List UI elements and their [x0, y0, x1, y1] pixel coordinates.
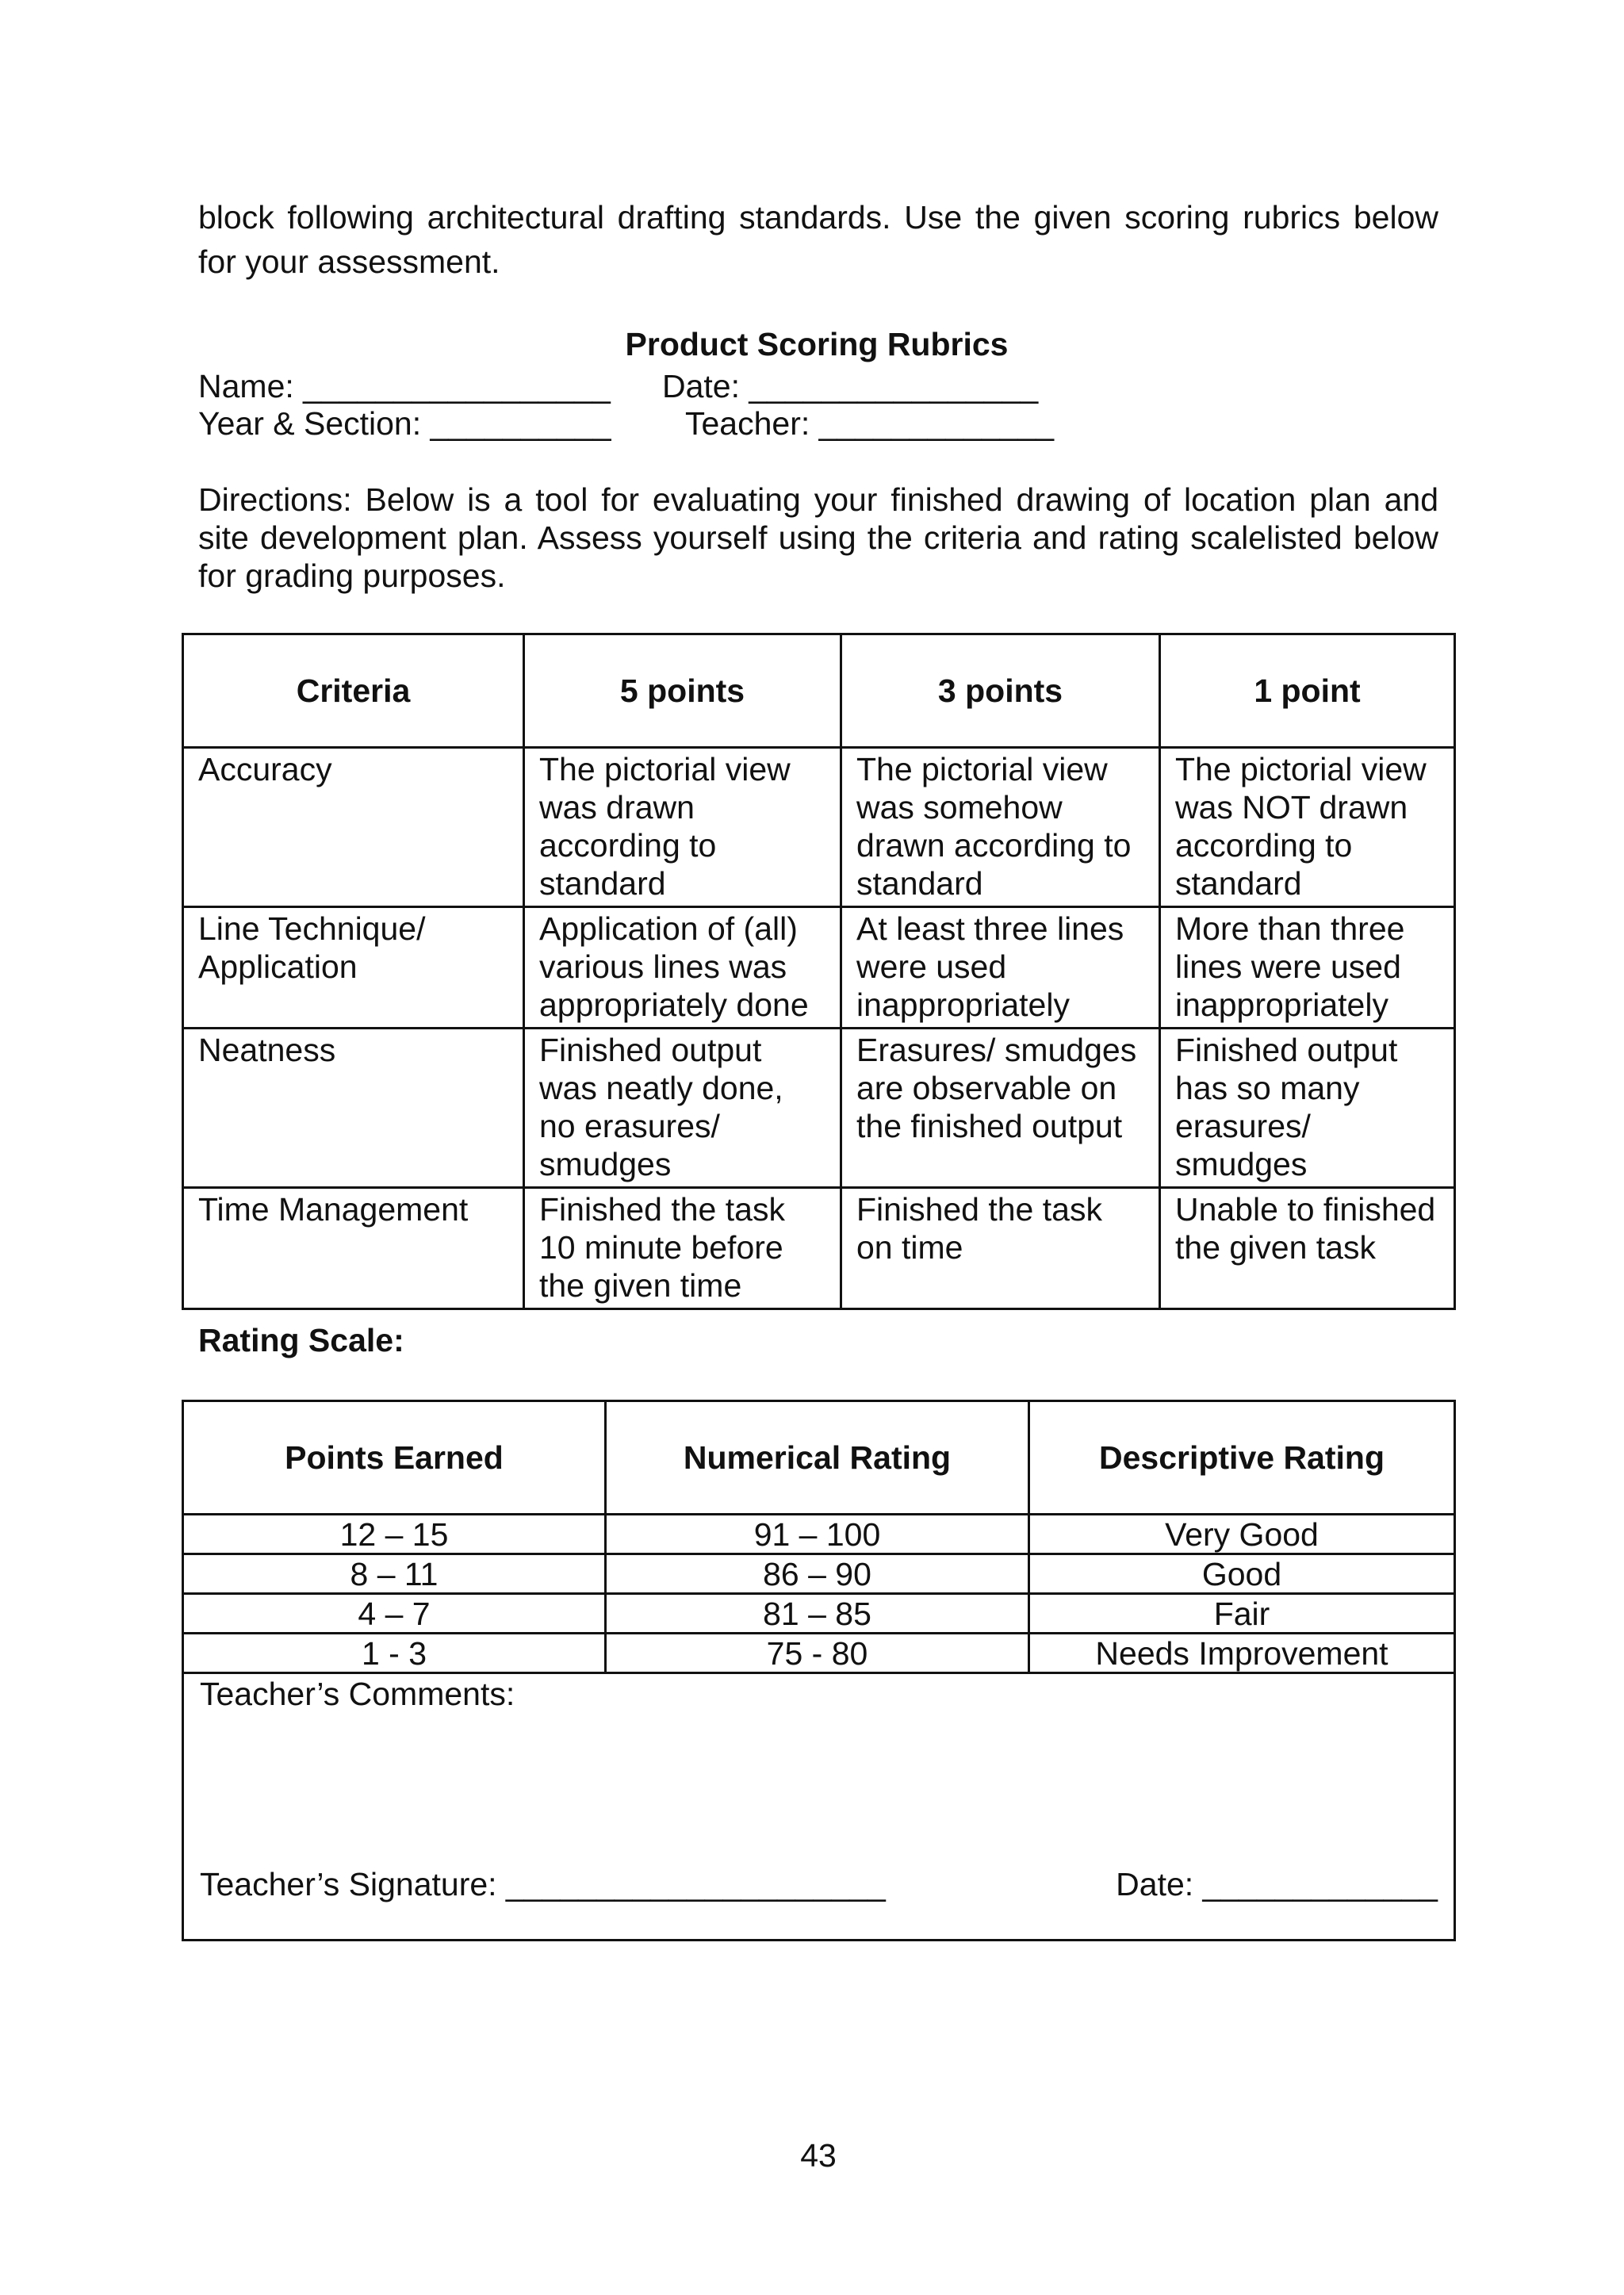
rubric-table: [182, 633, 1456, 1310]
header-numerical-rating: Numerical Rating: [606, 1401, 1029, 1515]
numerical-rating-cell: 91 – 100: [606, 1515, 1029, 1554]
year-section-field: Year & Section: __________: [198, 405, 611, 442]
header-1-point: 1 point: [1160, 634, 1455, 748]
criteria-cell: Accuracy: [183, 748, 524, 907]
name-field: Name: _________________: [198, 368, 611, 404]
header-3-points: 3 points: [841, 634, 1160, 748]
header-5-points: 5 points: [524, 634, 841, 748]
numerical-rating-cell: 81 – 85: [606, 1594, 1029, 1634]
descriptive-rating-cell: Good: [1029, 1554, 1455, 1594]
scale-row: [183, 1554, 1455, 1594]
five-points-cell: The pictorial view was drawn according to standard: [524, 748, 841, 907]
scale-row: [183, 1634, 1455, 1673]
directions-text: Directions: Below is a tool for evaluating your finished drawing of location plan and site development plan. Assess yourself using the criteria and rating scalelisted below for grading purposes.: [198, 481, 1438, 594]
rubric-row-time-management: [183, 1188, 1455, 1309]
comments-row: [183, 1673, 1455, 1941]
teacher-signature-field: Teacher’s Signature: _____________________: [200, 1866, 886, 1902]
three-points-cell: The pictorial view was somehow drawn according to standard: [841, 748, 1160, 907]
header-criteria: Criteria: [183, 634, 524, 748]
comments-cell: [183, 1673, 1455, 1941]
descriptive-rating-cell: Fair: [1029, 1594, 1455, 1634]
intro-line-1: block following architectural drafting standards. Use the given scoring rubrics below: [198, 199, 1438, 236]
date-field: Date: ________________: [662, 368, 1039, 404]
five-points-cell: Finished the task 10 minute before the given time: [524, 1188, 841, 1309]
scale-row: [183, 1515, 1455, 1554]
comments-label: Teacher’s Comments:: [200, 1676, 515, 1712]
points-earned-cell: 8 – 11: [183, 1554, 606, 1594]
three-points-cell: Erasures/ smudges are observable on the finished output: [841, 1029, 1160, 1188]
rubric-row-line-technique: [183, 907, 1455, 1029]
one-point-cell: The pictorial view was NOT drawn according to standard: [1160, 748, 1455, 907]
five-points-cell: Application of (all) various lines was appropriately done: [524, 907, 841, 1029]
page-number: 43: [800, 2137, 837, 2174]
one-point-cell: Finished output has so many erasures/ smudges: [1160, 1029, 1455, 1188]
numerical-rating-cell: 75 - 80: [606, 1634, 1029, 1673]
criteria-cell: Neatness: [183, 1029, 524, 1188]
rating-scale-table: [182, 1400, 1456, 1941]
points-earned-cell: 12 – 15: [183, 1515, 606, 1554]
scale-header-row: [183, 1401, 1455, 1515]
one-point-cell: Unable to finished the given task: [1160, 1188, 1455, 1309]
form-title: Product Scoring Rubrics: [625, 326, 1009, 362]
criteria-cell: Time Management: [183, 1188, 524, 1309]
intro-paragraph: [198, 195, 1438, 284]
rubric-header-row: [183, 634, 1455, 748]
scale-row: [183, 1594, 1455, 1634]
five-points-cell: Finished output was neatly done, no erasures/ smudges: [524, 1029, 841, 1188]
points-earned-cell: 1 - 3: [183, 1634, 606, 1673]
rubric-row-neatness: [183, 1029, 1455, 1188]
three-points-cell: At least three lines were used inappropriately: [841, 907, 1160, 1029]
header-points-earned: Points Earned: [183, 1401, 606, 1515]
three-points-cell: Finished the task on time: [841, 1188, 1160, 1309]
points-earned-cell: 4 – 7: [183, 1594, 606, 1634]
numerical-rating-cell: 86 – 90: [606, 1554, 1029, 1594]
descriptive-rating-cell: Needs Improvement: [1029, 1634, 1455, 1673]
one-point-cell: More than three lines were used inappropriately: [1160, 907, 1455, 1029]
teacher-field: Teacher: _____________: [685, 405, 1055, 442]
intro-line-2: for your assessment.: [198, 243, 500, 280]
rubric-row-accuracy: [183, 748, 1455, 907]
criteria-cell: Line Technique/ Application: [183, 907, 524, 1029]
descriptive-rating-cell: Very Good: [1029, 1515, 1455, 1554]
signature-date-field: Date: _____________: [1116, 1866, 1438, 1902]
rating-scale-title: Rating Scale:: [198, 1322, 404, 1358]
header-descriptive-rating: Descriptive Rating: [1029, 1401, 1455, 1515]
